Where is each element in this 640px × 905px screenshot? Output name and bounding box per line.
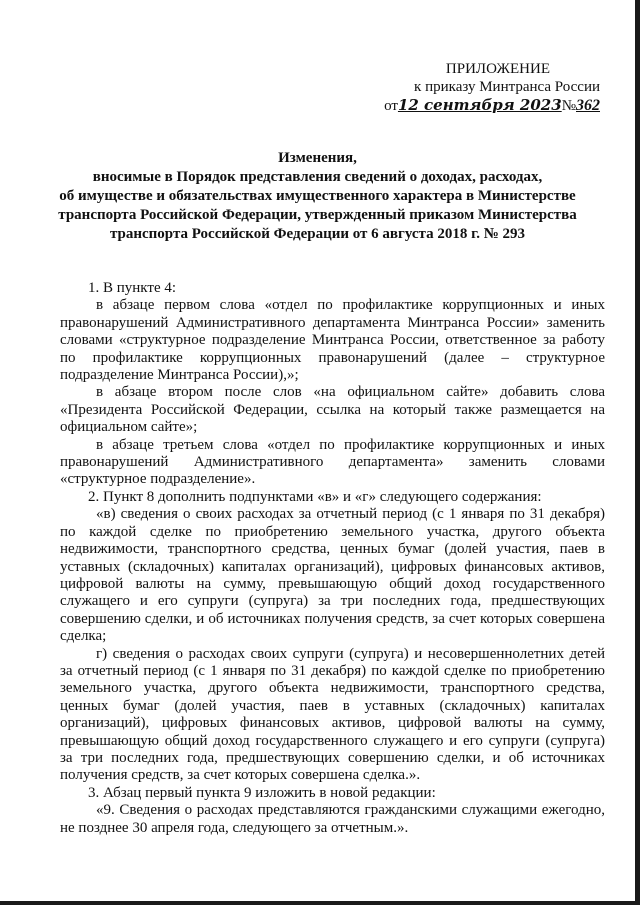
paragraph: г) сведения о расходах своих супруги (супруга) и несовершеннолетних детей за отчетный период (с 1 января по 31 декабря) по каждой сделке по приобретению земельного участка, другого объекта недвижимости, транспортного средства, ценных бумаг (долей участия, паев в уставных (складочных) капиталах организаций), цифровых финансовых активов, цифровой валюты на сумму, превышающую общий доход государственного служащего и его супруги (супруга) за три последних года, предшествующих совершению сделки, и об источниках получения средств, за счет которых совершена сделка.». [60, 645, 605, 784]
page-border-right [635, 0, 640, 905]
title-line: транспорта Российской Федерации от 6 августа 2018 г. № 293 [109, 226, 526, 242]
paragraph: в абзаце втором после слов «на официальном сайте» добавить слова «Президента Российской Федерации, ссылка на который также размещается на официальном сайте»; [60, 384, 605, 436]
title-line: вносимые в Порядок представления сведений о доходах, расходах, [92, 169, 543, 185]
item-3-heading: 3. Абзац первый пункта 9 изложить в новой редакции: [88, 784, 436, 801]
document-body [60, 280, 605, 837]
order-reference: к приказу Минтранса России [414, 79, 600, 95]
from-prefix: от [384, 98, 398, 114]
paragraph: в абзаце третьем слова «отдел по профилактике коррупционных и иных правонарушений Административного департамента» заменить словами «структурное подразделение». [60, 436, 605, 488]
order-date-number-line [360, 96, 600, 115]
title-line: транспорта Российской Федерации, утвержденный приказом Министерства [58, 207, 577, 223]
appendix-label: ПРИЛОЖЕНИЕ [445, 61, 550, 77]
number-prefix: № [561, 98, 576, 114]
paragraph: в абзаце первом слова «отдел по профилактике коррупционных и иных правонарушений Административного департамента Минтранса России» заменить словами «структурное подразделение Минтранса России, ответственное за работу по профилактике коррупционных правонарушений (далее – структурное подразделение Минтранса России),»; [60, 297, 605, 384]
appendix-header [360, 60, 600, 115]
title-line: Изменения, [278, 150, 357, 166]
document-title [40, 149, 595, 244]
item-1-heading: 1. В пункте 4: [88, 280, 177, 296]
paragraph: «в) сведения о своих расходах за отчетный период (с 1 января по 31 декабря) по каждой сделке по приобретению земельного участка, другого объекта недвижимости, транспортного средства, ценных бумаг (долей участия, паев в уставных (складочных) капиталах организаций), цифровых финансовых активов, цифровой валюты на сумму, превышающую общий доход государственного служащего и его супруги (супруга) за три последних года, предшествующих совершению сделки, и об источниках получения средств, за счет которых совершена сделка; [60, 506, 605, 645]
item-2-heading: 2. Пункт 8 дополнить подпунктами «в» и «г» следующего содержания: [88, 488, 542, 505]
page-border-bottom [0, 901, 640, 905]
paragraph: «9. Сведения о расходах представляются гражданскими служащими ежегодно, не позднее 30 апреля года, следующего за отчетным.». [60, 802, 605, 836]
handwritten-number: 362 [576, 97, 600, 114]
title-line: об имуществе и обязательствах имущественного характера в Министерстве [59, 188, 576, 204]
handwritten-date: 12 сентября 2023 [397, 96, 562, 114]
